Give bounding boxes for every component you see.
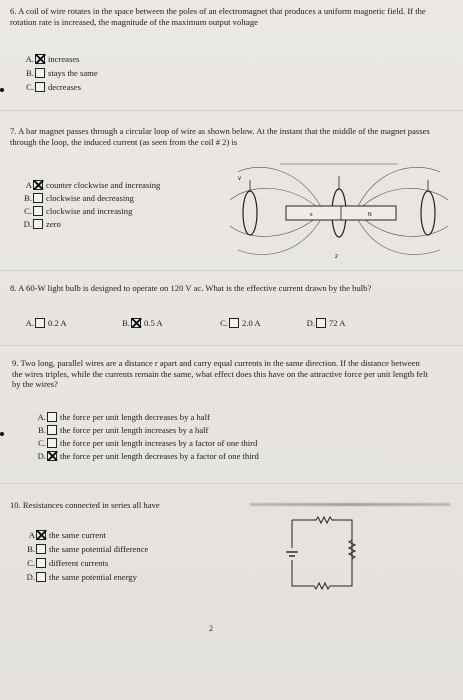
q9-option-b[interactable]: B. the force per unit length increases by a half: [38, 425, 209, 435]
question-stem: Two long, parallel wires are a distance r apart and carry equal currents in the same direction. If the distance between the wires triples, while the currents remain the same, what effect does this have on the attractive force per unit length felt by the wires?: [12, 358, 428, 389]
question-number: 8.: [10, 283, 17, 293]
question-stem: A 60-W light bulb is designed to operate on 120 V ac. What is the effective current drawn by the bulb?: [18, 283, 372, 293]
svg-text:2: 2: [335, 254, 338, 260]
svg-text:v: v: [238, 176, 241, 182]
q7-option-c[interactable]: C. clockwise and increasing: [24, 206, 133, 216]
option-text: 2.0 A: [242, 318, 261, 328]
checkbox[interactable]: [316, 318, 326, 328]
checkbox[interactable]: [35, 82, 45, 92]
checkbox[interactable]: [36, 558, 46, 568]
q10-option-b[interactable]: B. the same potential difference: [27, 544, 149, 554]
question-9: [12, 358, 430, 390]
punch-hole-dot: [0, 432, 4, 436]
checkbox[interactable]: [229, 318, 239, 328]
option-text: the force per unit length decreases by a half: [60, 412, 210, 422]
svg-text:s: s: [310, 212, 313, 218]
option-text: clockwise and decreasing: [46, 193, 134, 203]
q9-option-a[interactable]: A. the force per unit length decreases by a half: [37, 412, 210, 422]
option-text: 72 A: [329, 318, 346, 328]
checkbox-checked[interactable]: [36, 530, 46, 540]
checkbox[interactable]: [36, 572, 46, 582]
q7-option-d[interactable]: D. zero: [23, 219, 61, 229]
option-text: clockwise and increasing: [46, 206, 133, 216]
q6-option-c[interactable]: C. decreases: [26, 82, 81, 92]
series-circuit-figure: [280, 512, 360, 592]
checkbox[interactable]: [35, 318, 45, 328]
faded-text-line: [250, 503, 450, 506]
divider: [0, 110, 463, 111]
bar-magnet-figure: [228, 160, 450, 260]
q7-option-a[interactable]: A counter clockwise and increasing: [25, 180, 161, 190]
checkbox-checked[interactable]: [35, 54, 45, 64]
checkbox[interactable]: [33, 206, 43, 216]
checkbox-checked[interactable]: [131, 318, 141, 328]
q8-option-a[interactable]: A. 0.2 A: [25, 318, 67, 328]
checkbox[interactable]: [47, 425, 57, 435]
divider: [0, 345, 463, 346]
option-text: decreases: [48, 82, 81, 92]
punch-hole-dot: [0, 88, 4, 92]
option-text: counter clockwise and increasing: [46, 180, 161, 190]
question-7: [10, 126, 430, 147]
q9-option-d[interactable]: D. the force per unit length decreases by a factor of one third: [37, 451, 259, 461]
coil-1: [238, 176, 257, 235]
question-stem: Resistances connected in series all have: [22, 500, 160, 510]
checkbox[interactable]: [47, 438, 57, 448]
divider: [0, 270, 463, 271]
divider: [0, 483, 463, 484]
question-number: 6.: [10, 6, 17, 16]
q10-option-d[interactable]: D. the same potential energy: [26, 572, 137, 582]
q6-option-b[interactable]: B. stays the same: [26, 68, 98, 78]
checkbox[interactable]: [33, 193, 43, 203]
circuit-wire: [292, 517, 352, 589]
coil-3: [421, 180, 435, 235]
bar-magnet: [286, 206, 396, 220]
checkbox-checked[interactable]: [33, 180, 43, 190]
q9-option-c[interactable]: C. the force per unit length increases by a factor of one third: [38, 438, 258, 448]
q10-option-c[interactable]: C. different currents: [27, 558, 109, 568]
option-text: stays the same: [48, 68, 98, 78]
q7-option-b[interactable]: B. clockwise and decreasing: [24, 193, 134, 203]
question-number: 10.: [10, 500, 21, 510]
question-6: [10, 6, 430, 27]
option-text: the same potential difference: [49, 544, 149, 554]
question-8: [10, 283, 430, 294]
page-number: 2: [209, 624, 213, 633]
option-text: 0.5 A: [144, 318, 163, 328]
option-text: increases: [48, 54, 80, 64]
q6-option-a[interactable]: A. increases: [25, 54, 80, 64]
question-stem: A bar magnet passes through a circular loop of wire as shown below. At the instant that the middle of the magnet passes through the loop, the induced current (as seen from the coil # 2) is: [10, 126, 430, 147]
svg-text:N: N: [368, 212, 372, 218]
q8-option-c[interactable]: C. 2.0 A: [220, 318, 261, 328]
question-stem: A coil of wire rotates in the space between the poles of an electromagnet that produces a uniform magnetic field. If the rotation rate is increased, the magnitude of the maximum output voltage: [10, 6, 426, 27]
option-text: the same potential energy: [49, 572, 137, 582]
option-text: the force per unit length increases by a factor of one third: [60, 438, 258, 448]
option-text: 0.2 A: [48, 318, 67, 328]
checkbox[interactable]: [47, 412, 57, 422]
question-10: [10, 500, 260, 511]
option-text: the force per unit length decreases by a factor of one third: [60, 451, 259, 461]
q10-option-a[interactable]: A the same current: [28, 530, 106, 540]
option-text: zero: [46, 219, 61, 229]
q8-option-b[interactable]: B. 0.5 A: [122, 318, 163, 328]
question-number: 7.: [10, 126, 17, 136]
checkbox-checked[interactable]: [47, 451, 57, 461]
option-text: different currents: [49, 558, 109, 568]
checkbox[interactable]: [33, 219, 43, 229]
checkbox[interactable]: [36, 544, 46, 554]
question-number: 9.: [12, 358, 19, 368]
checkbox[interactable]: [35, 68, 45, 78]
option-text: the same current: [49, 530, 106, 540]
option-text: the force per unit length increases by a half: [60, 425, 209, 435]
q8-option-d[interactable]: D. 72 A: [306, 318, 346, 328]
